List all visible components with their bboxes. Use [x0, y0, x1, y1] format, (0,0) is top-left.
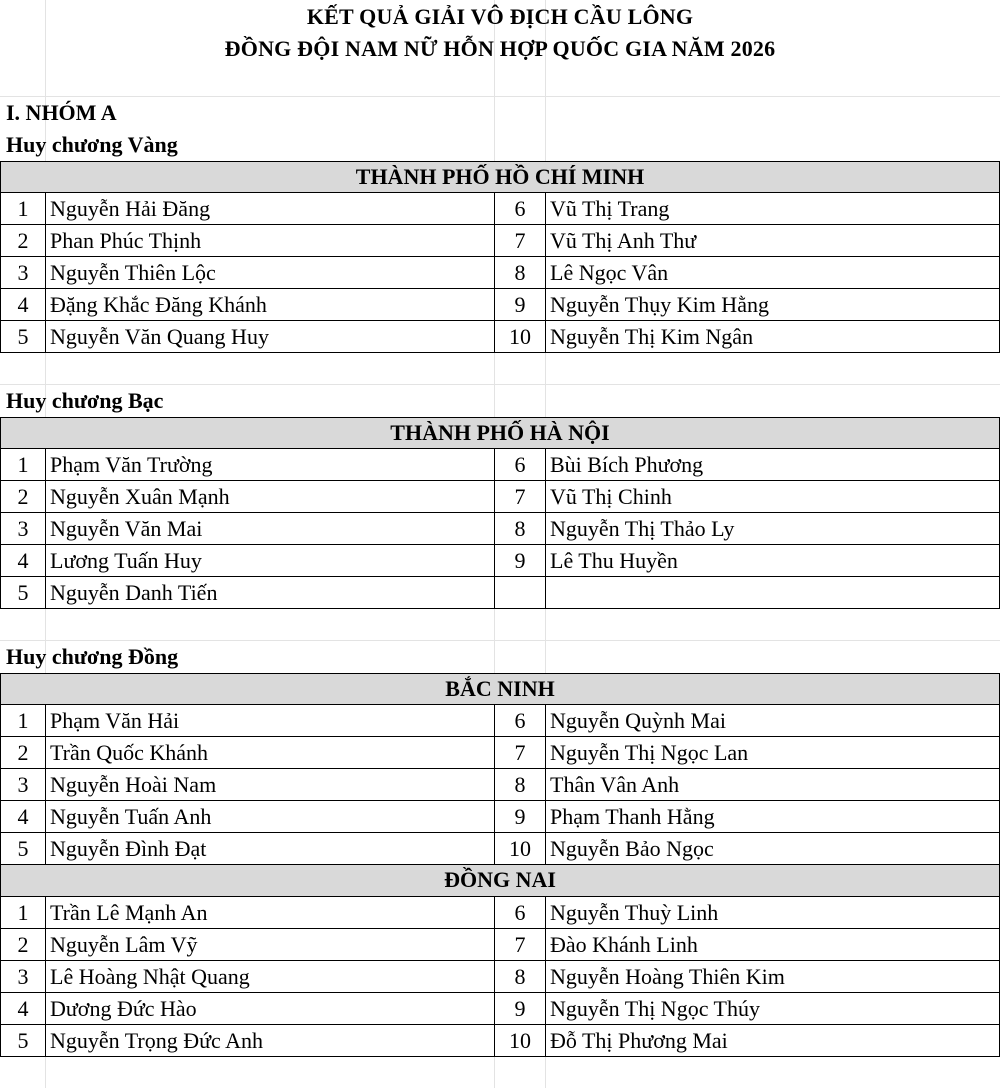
player-name: Nguyễn Thuỳ Linh: [550, 899, 719, 925]
team-name: BẮC NINH: [445, 676, 555, 701]
player-name: Trần Lê Mạnh An: [46, 897, 495, 928]
player-number: 10: [495, 321, 546, 352]
title-line-2: [0, 33, 1000, 65]
player-row: [0, 577, 1000, 609]
player-number: 6: [495, 193, 546, 224]
player-number: 6: [495, 449, 546, 480]
team-header-hcm: [0, 161, 1000, 193]
player-row: [0, 193, 1000, 225]
group-heading-text: I. NHÓM A: [6, 100, 117, 125]
player-number: 4: [1, 801, 46, 832]
player-number: 2: [1, 225, 46, 256]
player-name: Nguyễn Hoàng Thiên Kim: [550, 963, 785, 989]
group-heading: [0, 97, 1000, 129]
player-number: 4: [1, 993, 46, 1024]
player-name: Nguyễn Danh Tiến: [46, 577, 495, 608]
player-number: 2: [1, 737, 46, 768]
player-name: Vũ Thị Chinh: [550, 483, 672, 509]
player-number: 10: [495, 833, 546, 864]
player-name: Nguyễn Thị Ngọc Lan: [550, 739, 749, 765]
player-number: 9: [495, 289, 546, 320]
player-row: [0, 225, 1000, 257]
player-name: Nguyễn Đình Đạt: [46, 833, 495, 864]
player-row: [0, 321, 1000, 353]
player-name: Vũ Thị Anh Thư: [550, 227, 697, 253]
player-row: [0, 833, 1000, 865]
player-number: 7: [495, 225, 546, 256]
player-number: 5: [1, 833, 46, 864]
player-row: [0, 929, 1000, 961]
player-name: Đào Khánh Linh: [550, 931, 698, 957]
player-number: 8: [495, 961, 546, 992]
player-name: Phan Phúc Thịnh: [46, 225, 495, 256]
player-row: [0, 769, 1000, 801]
player-name: Nguyễn Xuân Mạnh: [46, 481, 495, 512]
player-name: Đỗ Thị Phương Mai: [550, 1027, 728, 1053]
player-number: 5: [1, 577, 46, 608]
player-name: Phạm Văn Trường: [46, 449, 495, 480]
player-number: 3: [1, 513, 46, 544]
player-row: [0, 481, 1000, 513]
player-name: Nguyễn Thụy Kim Hằng: [550, 291, 769, 317]
player-number: [495, 577, 546, 608]
player-number: 1: [1, 705, 46, 736]
player-name: Nguyễn Thị Kim Ngân: [550, 323, 754, 349]
player-number: 2: [1, 929, 46, 960]
player-number: 9: [495, 993, 546, 1024]
team-name: ĐỒNG NAI: [444, 867, 556, 892]
player-name: Vũ Thị Trang: [550, 195, 670, 221]
player-number: 4: [1, 545, 46, 576]
player-name: Nguyễn Thị Ngọc Thúy: [550, 995, 760, 1021]
player-row: [0, 705, 1000, 737]
blank-row: [0, 353, 1000, 385]
player-row: [0, 289, 1000, 321]
player-name: Lê Hoàng Nhật Quang: [46, 961, 495, 992]
player-number: 7: [495, 929, 546, 960]
player-row: [0, 801, 1000, 833]
team-name: THÀNH PHỐ HỒ CHÍ MINH: [355, 164, 645, 189]
title-text-2: ĐỒNG ĐỘI NAM NỮ HỖN HỢP QUỐC GIA NĂM 2026: [224, 36, 776, 61]
player-number: 7: [495, 481, 546, 512]
player-number: 10: [495, 1025, 546, 1056]
player-number: 4: [1, 289, 46, 320]
player-name: Nguyễn Trọng Đức Anh: [46, 1025, 495, 1056]
team-name: THÀNH PHỐ HÀ NỘI: [390, 420, 610, 445]
player-number: 5: [1, 1025, 46, 1056]
player-number: 8: [495, 769, 546, 800]
player-name: Nguyễn Hải Đăng: [46, 193, 495, 224]
medal-heading-silver: [0, 385, 1000, 417]
team-header-dongnai: [0, 865, 1000, 897]
player-number: 3: [1, 257, 46, 288]
player-name: Nguyễn Lâm Vỹ: [46, 929, 495, 960]
title-line-1: [0, 0, 1000, 33]
player-row: [0, 961, 1000, 993]
player-row: [0, 449, 1000, 481]
player-name: Nguyễn Thị Thảo Ly: [550, 515, 735, 541]
medal-heading-gold: [0, 129, 1000, 161]
player-number: 7: [495, 737, 546, 768]
player-name: Đặng Khắc Đăng Khánh: [46, 289, 495, 320]
player-number: 1: [1, 193, 46, 224]
player-number: 3: [1, 769, 46, 800]
player-name: Nguyễn Quỳnh Mai: [550, 707, 726, 733]
player-name: Lê Thu Huyền: [550, 547, 678, 573]
player-row: [0, 897, 1000, 929]
player-row: [0, 993, 1000, 1025]
team-header-hanoi: [0, 417, 1000, 449]
player-number: 8: [495, 513, 546, 544]
player-name: Nguyễn Thiên Lộc: [46, 257, 495, 288]
player-name: Trần Quốc Khánh: [46, 737, 495, 768]
player-number: 6: [495, 897, 546, 928]
player-name: Nguyễn Bảo Ngọc: [550, 835, 714, 861]
player-name: Dương Đức Hào: [46, 993, 495, 1024]
player-number: 3: [1, 961, 46, 992]
player-name: Nguyễn Văn Quang Huy: [46, 321, 495, 352]
player-name: Phạm Văn Hải: [46, 705, 495, 736]
blank-row: [0, 65, 1000, 97]
player-row: [0, 545, 1000, 577]
player-name: Phạm Thanh Hằng: [550, 803, 715, 829]
medal-bronze-text: Huy chương Đồng: [6, 644, 179, 669]
player-number: 8: [495, 257, 546, 288]
player-name: Lương Tuấn Huy: [46, 545, 495, 576]
player-number: 9: [495, 545, 546, 576]
player-number: 5: [1, 321, 46, 352]
player-number: 6: [495, 705, 546, 736]
player-name: Nguyễn Văn Mai: [46, 513, 495, 544]
player-row: [0, 1025, 1000, 1057]
player-row: [0, 737, 1000, 769]
player-number: 2: [1, 481, 46, 512]
player-name: [546, 577, 999, 608]
player-row: [0, 257, 1000, 289]
player-name: Nguyễn Tuấn Anh: [46, 801, 495, 832]
player-number: 1: [1, 897, 46, 928]
player-name: Lê Ngọc Vân: [550, 259, 669, 285]
player-name: Nguyễn Hoài Nam: [46, 769, 495, 800]
player-name: Thân Vân Anh: [550, 771, 680, 797]
medal-heading-bronze: [0, 641, 1000, 673]
team-header-bacninh: [0, 673, 1000, 705]
title-text-1: KẾT QUẢ GIẢI VÔ ĐỊCH CẦU LÔNG: [306, 4, 694, 29]
player-row: [0, 513, 1000, 545]
medal-silver-text: Huy chương Bạc: [6, 388, 164, 413]
player-name: Bùi Bích Phương: [550, 451, 704, 477]
player-number: 9: [495, 801, 546, 832]
blank-row: [0, 609, 1000, 641]
medal-gold-text: Huy chương Vàng: [6, 132, 178, 157]
player-number: 1: [1, 449, 46, 480]
